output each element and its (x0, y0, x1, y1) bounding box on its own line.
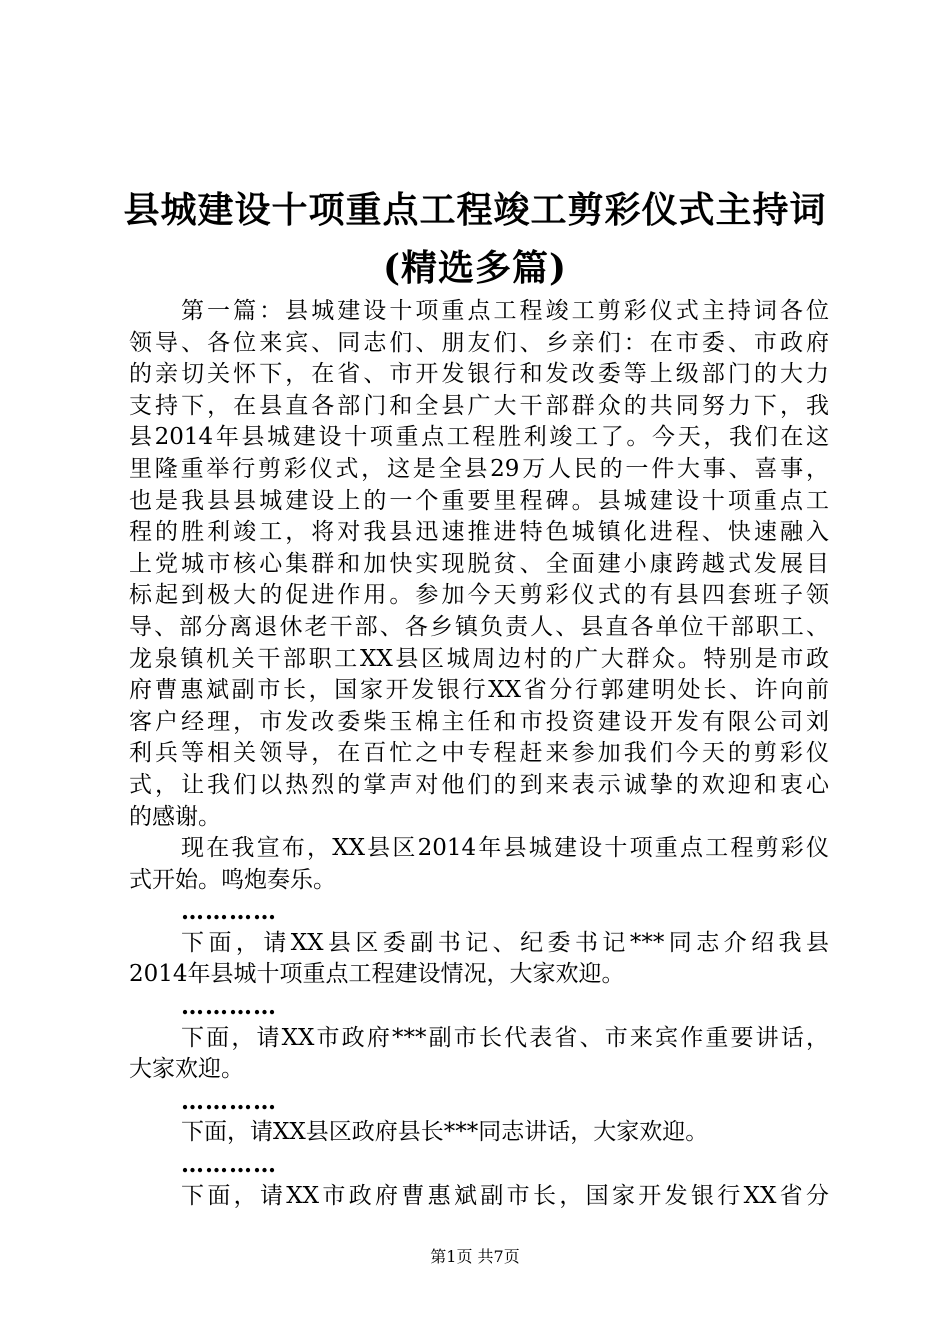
body-text-line: 领导、各位来宾、同志们、朋友们、乡亲们：在市委、市政府 (129, 329, 829, 356)
document-body (129, 296, 829, 1212)
body-text-line: 客户经理，市发改委柴玉棉主任和市投资建设开发有限公司刘 (129, 708, 829, 735)
body-text-line: 2014年县城十项重点工程建设情况，大家欢迎。 (129, 961, 625, 988)
page-footer: 第1页 共7页 (430, 1247, 520, 1266)
body-text-line: 县2014年县城建设十项重点工程胜利竣工了。今天，我们在这 (129, 424, 829, 451)
body-text-line: 上党城市核心集群和加快实现脱贫、全面建小康跨越式发展目 (129, 550, 829, 577)
ellipsis-separator: ………… (181, 993, 277, 1021)
document-subtitle: (精选多篇) (382, 247, 568, 289)
body-text-line: 也是我县县城建设上的一个重要里程碑。县城建设十项重点工 (129, 487, 829, 514)
body-text-line: 龙泉镇机关干部职工XX县区城周边村的广大群众。特别是市政 (129, 645, 829, 672)
body-text-line: 下面，请XX县区政府县长***同志讲话，大家欢迎。 (181, 1119, 709, 1146)
body-text-line: 式开始。鸣炮奏乐。 (129, 866, 336, 893)
body-text-line: 大家欢迎。 (129, 1056, 244, 1083)
ellipsis-separator: ………… (181, 1151, 277, 1179)
body-text-line: 里隆重举行剪彩仪式，这是全县29万人民的一件大事、喜事， (129, 455, 829, 482)
document-title: 县城建设十项重点工程竣工剪彩仪式主持词 (123, 189, 827, 231)
body-text-line: 下面，请XX市政府***副市长代表省、市来宾作重要讲话， (181, 1024, 829, 1051)
body-text-line: 下面，请XX县区委副书记、纪委书记***同志介绍我县 (181, 929, 829, 956)
body-text-line: 的感谢。 (129, 803, 221, 830)
body-text-line: 下面，请XX市政府曹惠斌副市长，国家开发银行XX省分 (181, 1182, 829, 1209)
body-text-line: 的亲切关怀下，在省、市开发银行和发改委等上级部门的大力 (129, 361, 829, 388)
ellipsis-separator: ………… (181, 898, 277, 926)
body-text-line: 标起到极大的促进作用。参加今天剪彩仪式的有县四套班子领 (129, 582, 829, 609)
body-text-line: 第一篇：县城建设十项重点工程竣工剪彩仪式主持词各位 (181, 298, 829, 324)
body-text-line: 式，让我们以热烈的掌声对他们的到来表示诚挚的欢迎和衷心 (129, 771, 829, 798)
body-text-line: 利兵等相关领导，在百忙之中专程赶来参加我们今天的剪彩仪 (129, 740, 829, 767)
body-text-line: 支持下，在县直各部门和全县广大干部群众的共同努力下，我 (129, 392, 829, 419)
body-text-line: 府曹惠斌副市长，国家开发银行XX省分行郭建明处长、许向前 (129, 677, 829, 704)
body-text-line: 程的胜利竣工，将对我县迅速推进特色城镇化进程、快速融入 (129, 519, 829, 546)
ellipsis-separator: ………… (181, 1087, 277, 1115)
body-text-line: 导、部分离退休老干部、各乡镇负责人、县直各单位干部职工、 (129, 613, 829, 640)
body-text-line: 现在我宣布，XX县区2014年县城建设十项重点工程剪彩仪 (181, 835, 829, 862)
